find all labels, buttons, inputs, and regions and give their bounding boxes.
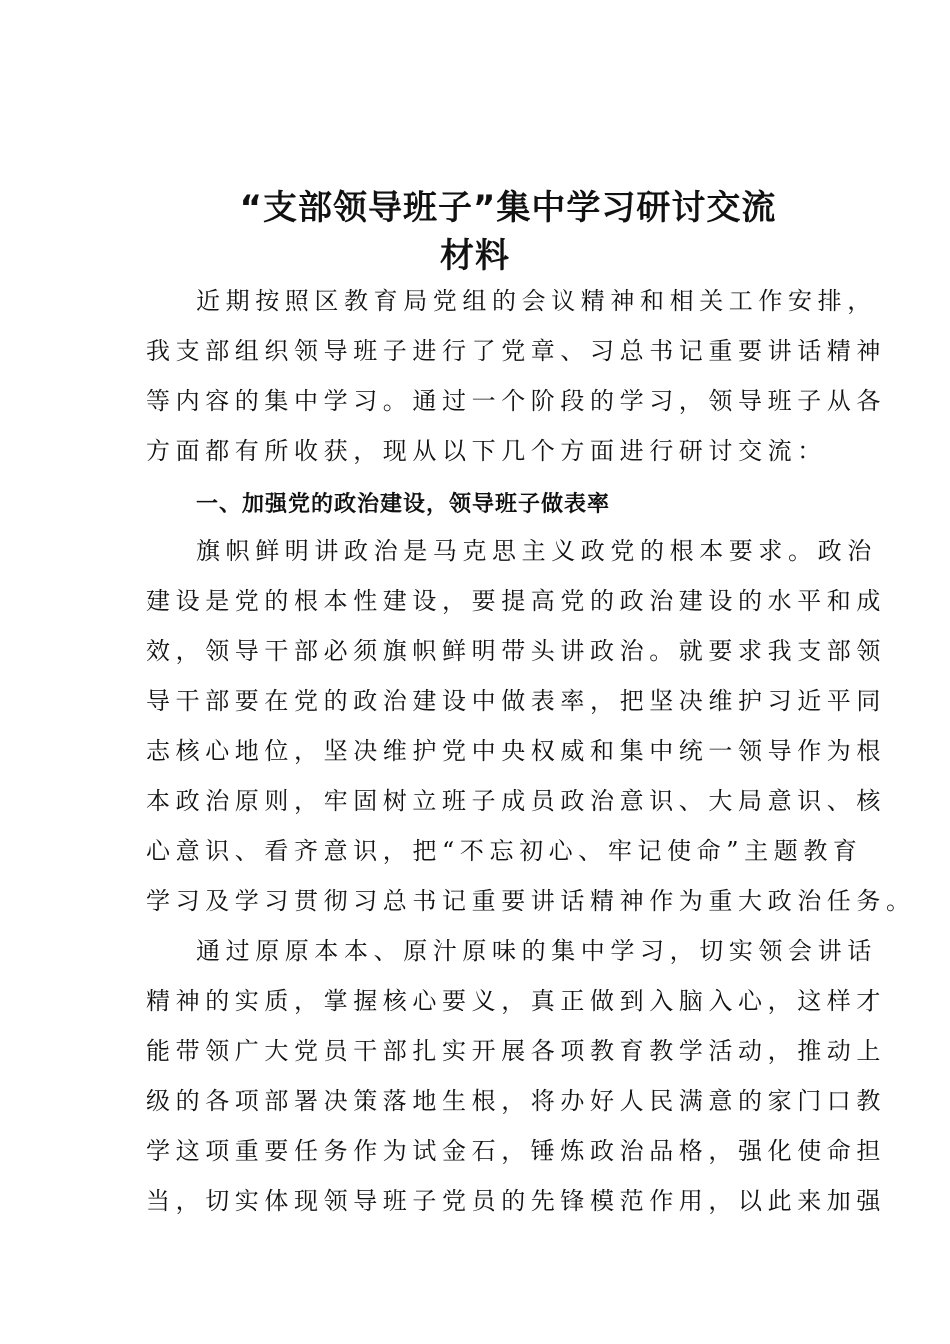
paragraph-3-line-4: 级的各项部署决策落地生根，将办好人民满意的家门口教	[146, 1087, 886, 1115]
paragraph-2-line-3: 效，领导干部必须旗帜鲜明带头讲政治。就要求我支部领	[146, 637, 886, 665]
paragraph-2-line-7: 心意识、看齐意识，把“不忘初心、牢记使命”主题教育	[146, 837, 863, 865]
paragraph-2-line-2: 建设是党的根本性建设，要提高党的政治建设的水平和成	[146, 587, 886, 615]
paragraph-1-line-3: 等内容的集中学习。通过一个阶段的学习，领导班子从各	[146, 387, 886, 415]
document-title-line-2: 材料	[440, 236, 510, 276]
paragraph-2-line-5: 志核心地位，坚决维护党中央权威和集中统一领导作为根	[146, 737, 886, 765]
paragraph-3-line-3: 能带领广大党员干部扎实开展各项教育教学活动，推动上	[146, 1037, 886, 1065]
paragraph-2-line-6: 本政治原则，牢固树立班子成员政治意识、大局意识、核	[146, 787, 886, 815]
paragraph-2-line-1: 旗帜鲜明讲政治是马克思主义政党的根本要求。政治	[196, 537, 877, 565]
paragraph-1-line-1: 近期按照区教育局党组的会议精神和相关工作安排，	[196, 287, 877, 315]
paragraph-3-line-5: 学这项重要任务作为试金石，锤炼政治品格，强化使命担	[146, 1137, 886, 1165]
paragraph-2-line-4: 导干部要在党的政治建设中做表率，把坚决维护习近平同	[146, 687, 886, 715]
section-1-heading: 一、加强党的政治建设，领导班子做表率	[196, 492, 611, 517]
paragraph-3-line-2: 精神的实质，掌握核心要义，真正做到入脑入心，这样才	[146, 987, 886, 1015]
document-title-line-1: “支部领导班子”集中学习研讨交流	[239, 188, 777, 228]
paragraph-3-line-1: 通过原原本本、原汁原味的集中学习，切实领会讲话	[196, 937, 877, 965]
paragraph-2-line-8: 学习及学习贯彻习总书记重要讲话精神作为重大政治任务。	[146, 887, 916, 915]
paragraph-3-line-6: 当，切实体现领导班子党员的先锋模范作用，以此来加强	[146, 1187, 886, 1215]
paragraph-1-line-2: 我支部组织领导班子进行了党章、习总书记重要讲话精神	[146, 337, 886, 365]
paragraph-1-line-4: 方面都有所收获，现从以下几个方面进行研讨交流：	[146, 437, 827, 465]
